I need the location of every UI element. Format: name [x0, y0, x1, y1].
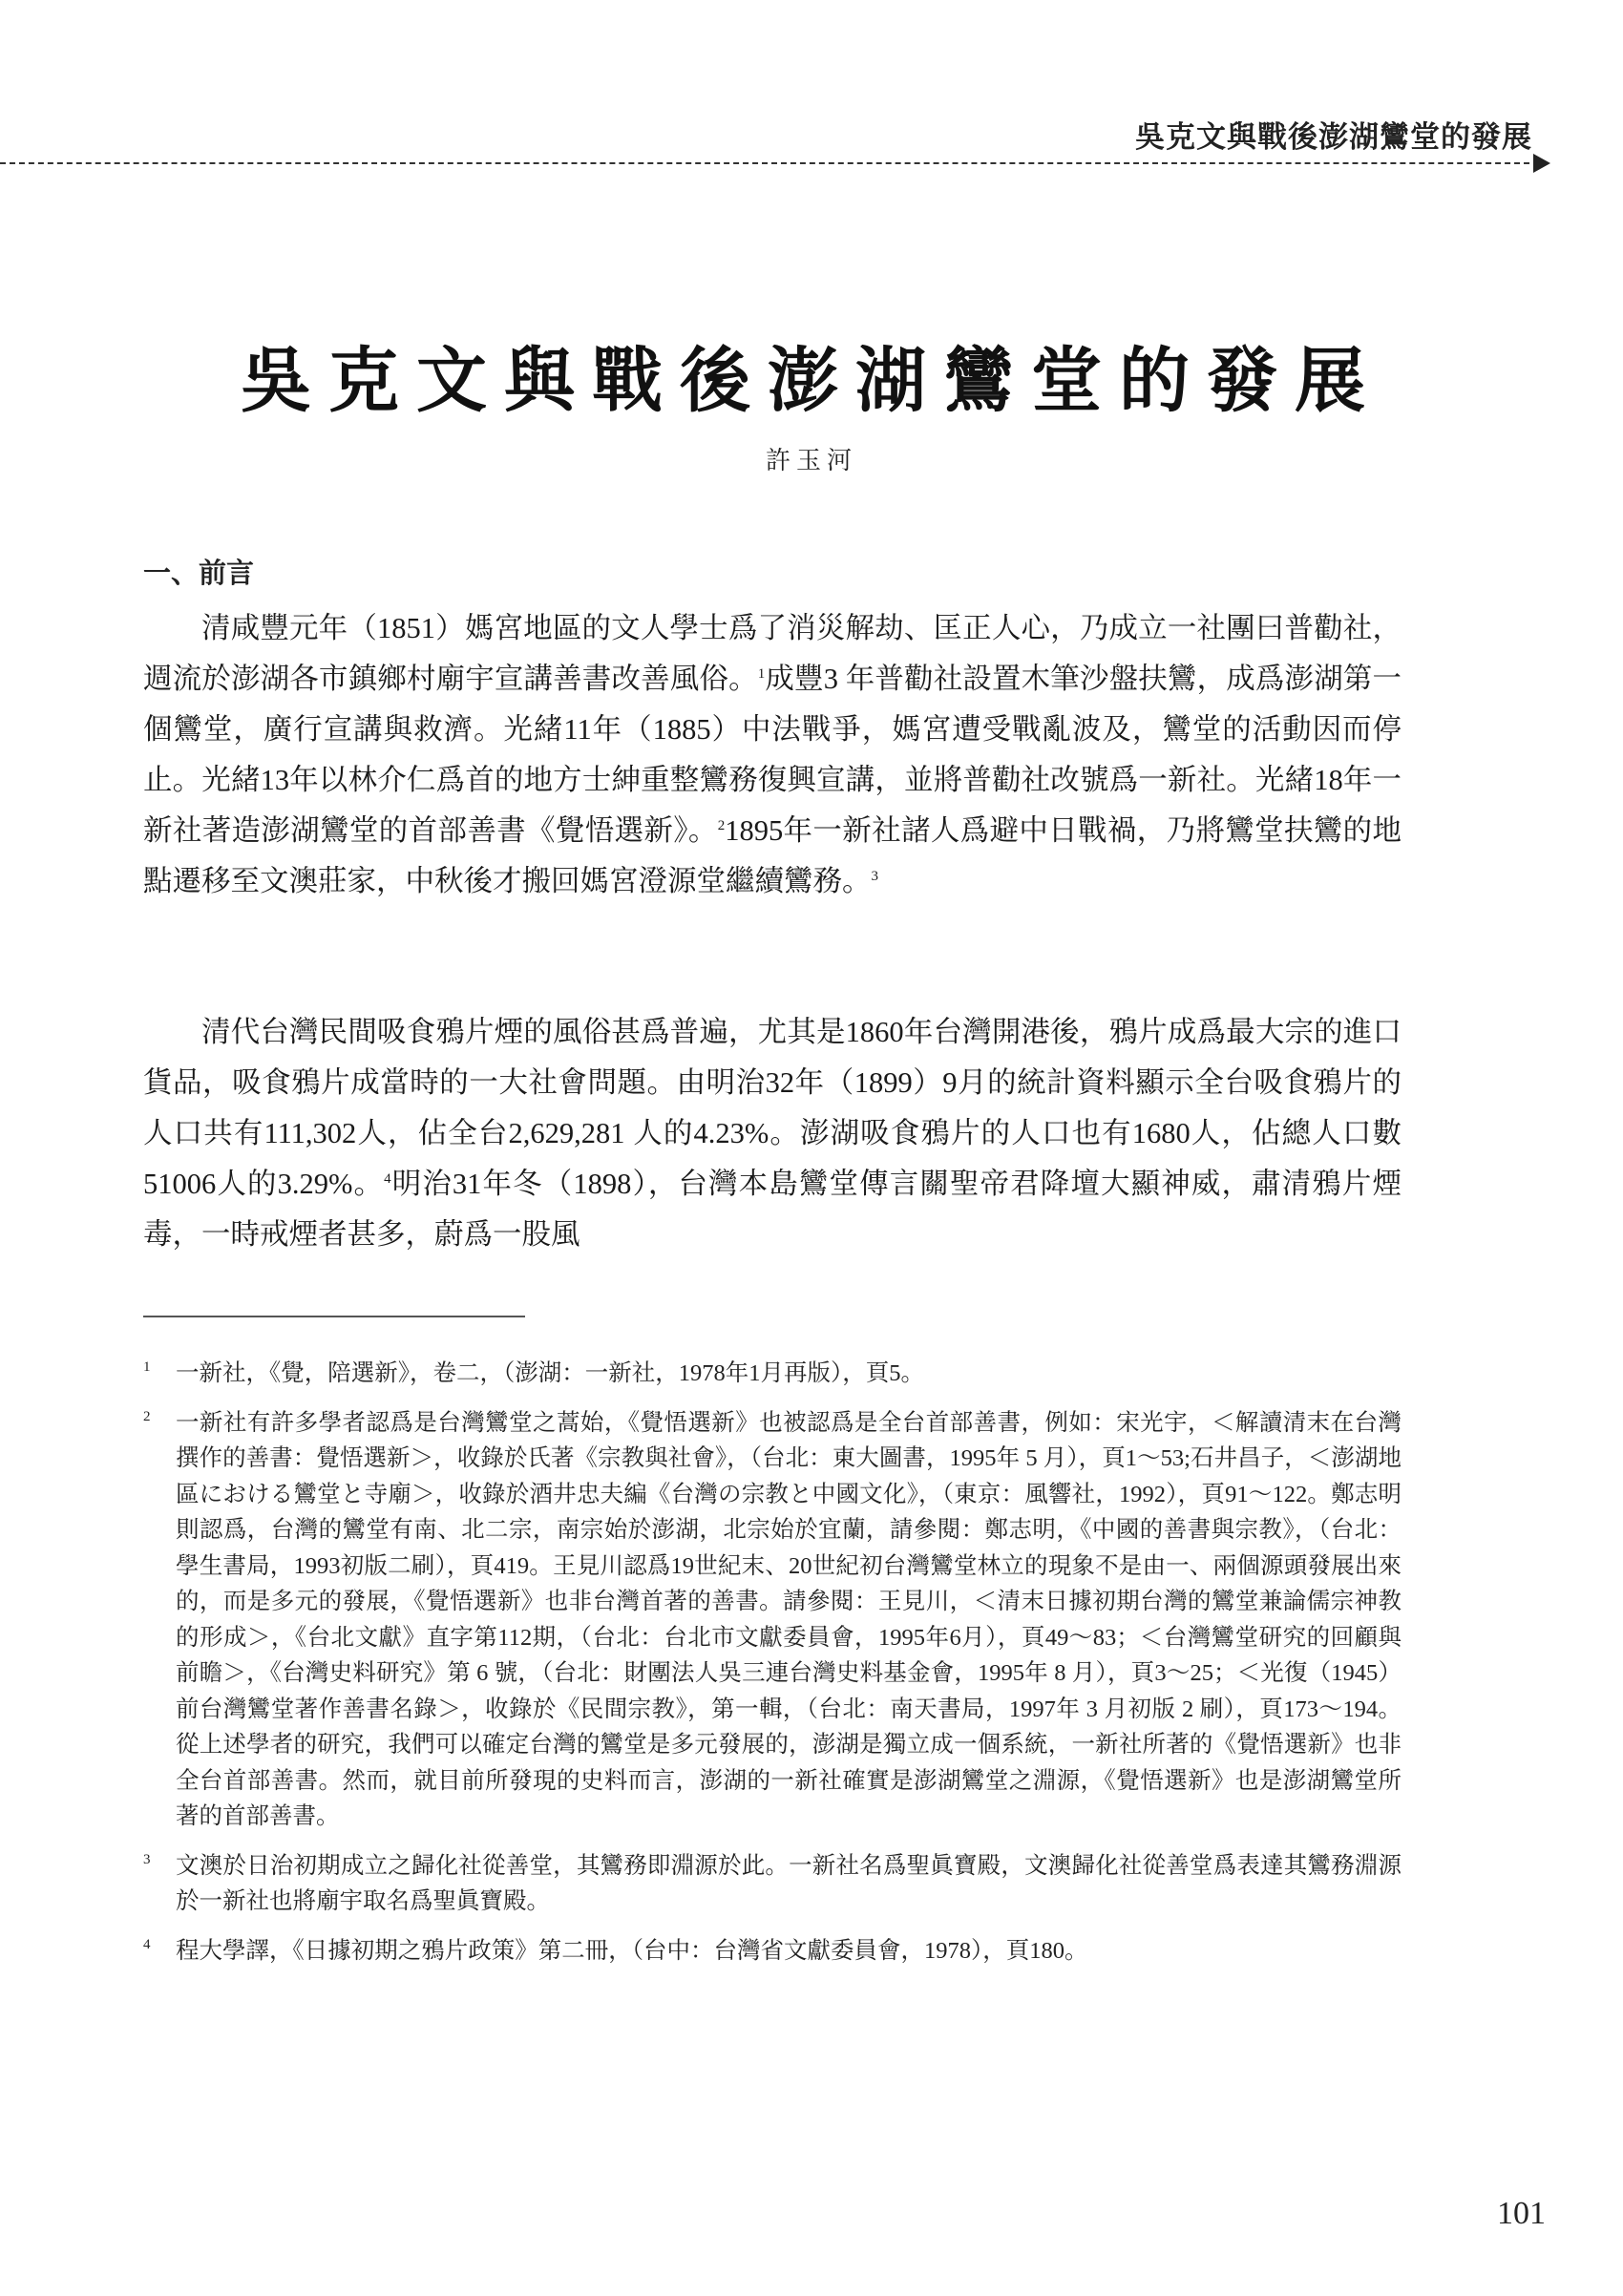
footnote-ref[interactable]: 3 — [871, 868, 878, 884]
paragraph-text: 成豐3 年普勸社設置木筆沙盤扶鸞，成爲澎湖第一個鸞堂，廣行宣講與救濟。光緒11年（1885）中法戰爭，媽宮遭受戰亂波及，鸞堂的活動因而停止。光緒13年以林介仁爲首的地方士紳重整鸞務復興宣講，並將普勸社改號爲一新社。光緒18年一新社著造澎湖鸞堂的首部善書《覺悟選新》。 — [143, 663, 1402, 847]
arrow-right-icon — [1533, 154, 1550, 173]
paragraph-text: 清咸豐元年（1851）媽宮地區的文人學士爲了消災解劫、匡正人心，乃成立一社團曰普勸社，週流於澎湖各市鎮鄉村廟宇宣講善書改善風俗。 — [143, 612, 1402, 695]
footnote-text: 一新社，《覺，陪選新》，卷二，（澎湖：一新社，1978年1月再版），頁5。 — [176, 1360, 924, 1386]
footnote-item — [143, 1848, 1402, 1920]
header-dashed-rule — [0, 162, 1539, 164]
paragraph-text: 1895年一新社諸人爲避中日戰禍，乃將鸞堂扶鸞的地點遷移至文澳莊家，中秋後才搬回媽宮澄源堂繼續鸞務。 — [143, 814, 1402, 897]
paragraph-text: 清代台灣民間吸食鴉片煙的風俗甚爲普遍，尤其是1860年台灣開港後，鴉片成爲最大宗的進口貨品，吸食鴉片成當時的一大社會問題。由明治32年（1899）9月的統計資料顯示全台吸食鴉片的人口共有111,302人，佔全台2,629,281 人的4.23%。澎湖吸食鴉片的人口也有1680人，佔總人口數51006人的3.29%。 — [143, 1016, 1402, 1200]
section-heading: 一、前言 — [143, 557, 255, 589]
footnote-ref[interactable]: 2 — [717, 817, 726, 833]
footnote-number: 4 — [143, 1936, 151, 1952]
footnote-ref[interactable]: 4 — [384, 1170, 391, 1187]
article-author: 許玉河 — [765, 447, 857, 475]
footnote-text: 一新社有許多學者認爲是台灣鸞堂之蒿始，《覺悟選新》也被認爲是全台首部善書，例如：宋光宇，＜解讀清末在台灣撰作的善書：覺悟選新＞，收錄於氏著《宗教與社會》，（台北：東大圖書，1995年 5 月），頁1～53;石井昌子，＜澎湖地區における鸞堂と寺廟＞，收錄於酒井忠夫編《台灣の宗教と中國文化》，（東京：風響社，1992），頁91～122。鄭志明則認爲，台灣的鸞堂有南、北二宗，南宗始於澎湖，北宗始於宜蘭，請參閱：鄭志明，《中國的善書與宗教》，（台北：學生書局，1993初版二刷），頁419。王見川認爲19世紀末、20世紀初台灣鸞堂林立的現象不是由一、兩個源頭發展出來的，而是多元的發展，《覺悟選新》也非台灣首著的善書。請參閱：王見川，＜清末日據初期台灣的鸞堂兼論儒宗神教的形成＞，《台北文獻》直字第112期，（台北：台北市文獻委員會，1995年6月），頁49～83；＜台灣鸞堂研究的回顧與前瞻＞，《台灣史料研究》第 6 號，（台北：財團法人吳三連台灣史料基金會，1995年 8 月），頁3～25；＜光復（1945）前台灣鸞堂著作善書名錄＞，收錄於《民間宗教》，第一輯，（台北：南天書局，1997年 3 月初版 2 刷），頁173～194。從上述學者的研究，我們可以確定台灣的鸞堂是多元發展的，澎湖是獨立成一個系統，一新社所著的《覺悟選新》也非全台首部善書。然而，就目前所發現的史料而言，澎湖的一新社確實是澎湖鸞堂之淵源，《覺悟選新》也是澎湖鸞堂所著的首部善書。 — [176, 1409, 1402, 1829]
page-number: 101 — [1497, 2196, 1546, 2231]
body-paragraph-2 — [143, 1007, 1402, 1260]
footnotes — [143, 1356, 1402, 1982]
footnote-item — [143, 1405, 1402, 1835]
footnote-ref[interactable]: 1 — [757, 665, 766, 682]
footnote-number: 3 — [143, 1851, 151, 1867]
footnote-number: 2 — [143, 1408, 151, 1424]
body-paragraph-1 — [143, 603, 1402, 907]
paragraph-text: 明治31年冬（1898），台灣本島鸞堂傳言關聖帝君降壇大顯神威，肅清鴉片煙毒，一時戒煙者甚多，蔚爲一股風 — [143, 1168, 1402, 1251]
article-title: 吳克文與戰後澎湖鸞堂的發展 — [241, 340, 1382, 422]
running-header-title: 吳克文與戰後澎湖鸞堂的發展 — [1135, 120, 1532, 155]
footnote-text: 程大學譯，《日據初期之鴉片政策》第二冊，（台中：台灣省文獻委員會，1978），頁180。 — [176, 1937, 1088, 1964]
footnote-item — [143, 1933, 1402, 1970]
footnote-separator — [143, 1316, 525, 1317]
footnote-item — [143, 1356, 1402, 1392]
footnote-number: 1 — [143, 1359, 151, 1375]
footnote-text: 文澳於日治初期成立之歸化社從善堂，其鸞務即淵源於此。一新社名爲聖眞寶殿，文澳歸化社從善堂爲表達其鸞務淵源於一新社也將廟宇取名爲聖眞寶殿。 — [176, 1852, 1402, 1914]
